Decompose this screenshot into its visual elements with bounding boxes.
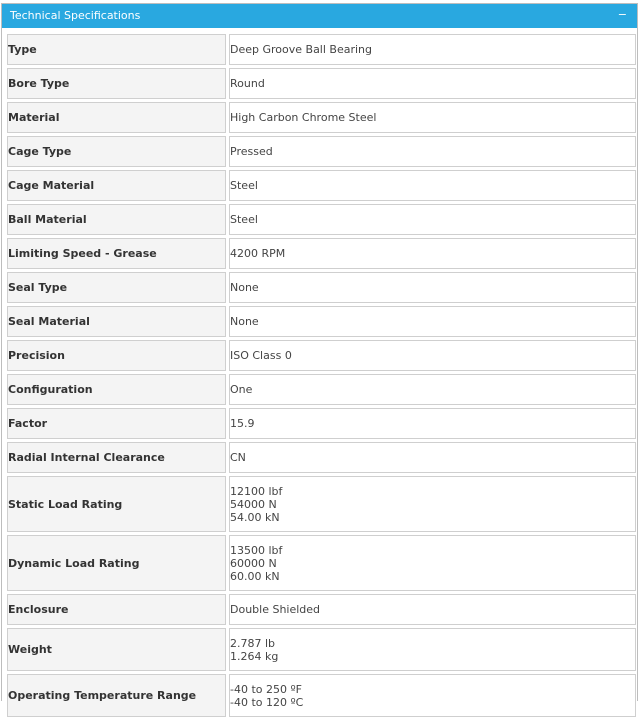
spec-value	[229, 442, 636, 473]
spec-row	[7, 272, 636, 303]
spec-row	[7, 374, 636, 405]
spec-label: Static Load Rating	[7, 476, 226, 532]
spec-value-line: Double Shielded	[230, 603, 321, 616]
spec-value-lines	[230, 544, 635, 583]
spec-label: Precision	[7, 340, 226, 371]
spec-row	[7, 238, 636, 269]
spec-value-line: Steel	[230, 213, 258, 226]
spec-value-line: High Carbon Chrome Steel	[230, 111, 377, 124]
spec-value-line: 15.9	[230, 417, 255, 430]
spec-value-line: None	[230, 281, 259, 294]
spec-label: Ball Material	[7, 204, 226, 235]
spec-value-line: 13500 lbf	[230, 543, 283, 557]
spec-row	[7, 628, 636, 671]
spec-value-lines	[230, 451, 635, 464]
spec-value-line: 60000 N	[230, 556, 277, 570]
spec-label: Material	[7, 102, 226, 133]
spec-label: Radial Internal Clearance	[7, 442, 226, 473]
spec-table	[7, 31, 636, 720]
spec-value-lines	[230, 111, 635, 124]
panel-title: Technical Specifications	[10, 9, 141, 22]
spec-value	[229, 272, 636, 303]
spec-value	[229, 238, 636, 269]
spec-value	[229, 476, 636, 532]
spec-row	[7, 340, 636, 371]
spec-value-line: CN	[230, 451, 246, 464]
spec-row	[7, 442, 636, 473]
spec-row	[7, 170, 636, 201]
spec-row	[7, 136, 636, 167]
spec-row	[7, 594, 636, 625]
spec-label: Bore Type	[7, 68, 226, 99]
spec-value-lines	[230, 247, 635, 260]
spec-label: Seal Type	[7, 272, 226, 303]
spec-label: Dynamic Load Rating	[7, 535, 226, 591]
spec-value	[229, 408, 636, 439]
spec-value-lines	[230, 145, 635, 158]
spec-value	[229, 674, 636, 717]
spec-value-lines	[230, 77, 635, 90]
spec-value-line: -40 to 250 ºF	[230, 682, 303, 696]
spec-value-line: 4200 RPM	[230, 247, 286, 260]
spec-label: Cage Material	[7, 170, 226, 201]
spec-value-line: None	[230, 315, 259, 328]
spec-label: Type	[7, 34, 226, 65]
spec-value-line: 2.787 lb	[230, 636, 276, 650]
spec-value-lines	[230, 315, 635, 328]
spec-row	[7, 34, 636, 65]
spec-value-lines	[230, 179, 635, 192]
spec-row	[7, 306, 636, 337]
technical-specifications-panel	[1, 3, 638, 709]
spec-value-line: 1.264 kg	[230, 649, 279, 663]
spec-value-lines	[230, 383, 635, 396]
spec-value-line: 12100 lbf	[230, 484, 283, 498]
spec-value	[229, 628, 636, 671]
spec-value-line: 60.00 kN	[230, 569, 280, 583]
spec-row	[7, 68, 636, 99]
spec-label: Limiting Speed - Grease	[7, 238, 226, 269]
spec-row	[7, 102, 636, 133]
spec-value-line: 54000 N	[230, 497, 277, 511]
spec-value	[229, 102, 636, 133]
spec-value-lines	[230, 43, 635, 56]
spec-value	[229, 535, 636, 591]
collapse-icon[interactable]: −	[617, 8, 627, 21]
spec-value-line: Deep Groove Ball Bearing	[230, 43, 373, 56]
spec-value-line: Pressed	[230, 145, 273, 158]
spec-value	[229, 170, 636, 201]
spec-value	[229, 594, 636, 625]
spec-value-lines	[230, 417, 635, 430]
spec-value	[229, 68, 636, 99]
spec-value-lines	[230, 683, 635, 709]
spec-label: Factor	[7, 408, 226, 439]
spec-value-lines	[230, 213, 635, 226]
spec-label: Configuration	[7, 374, 226, 405]
spec-value-lines	[230, 281, 635, 294]
spec-label: Seal Material	[7, 306, 226, 337]
spec-row	[7, 408, 636, 439]
spec-row	[7, 204, 636, 235]
spec-value-line: Steel	[230, 179, 258, 192]
spec-value-lines	[230, 637, 635, 663]
spec-value-line: -40 to 120 ºC	[230, 695, 304, 709]
spec-row	[7, 535, 636, 591]
spec-value	[229, 340, 636, 371]
spec-value-line: 54.00 kN	[230, 510, 280, 524]
spec-value-line: ISO Class 0	[230, 349, 292, 362]
spec-value-lines	[230, 349, 635, 362]
spec-value	[229, 204, 636, 235]
spec-value	[229, 374, 636, 405]
spec-label: Enclosure	[7, 594, 226, 625]
spec-row	[7, 476, 636, 532]
panel-header[interactable]	[2, 4, 637, 28]
spec-value-lines	[230, 603, 635, 616]
spec-value	[229, 306, 636, 337]
spec-value-line: Round	[230, 77, 265, 90]
spec-value-lines	[230, 485, 635, 524]
spec-value	[229, 136, 636, 167]
spec-table-body	[7, 34, 636, 717]
spec-label: Weight	[7, 628, 226, 671]
spec-row	[7, 674, 636, 717]
spec-label: Cage Type	[7, 136, 226, 167]
spec-value-line: One	[230, 383, 253, 396]
spec-value	[229, 34, 636, 65]
spec-label: Operating Temperature Range	[7, 674, 226, 717]
